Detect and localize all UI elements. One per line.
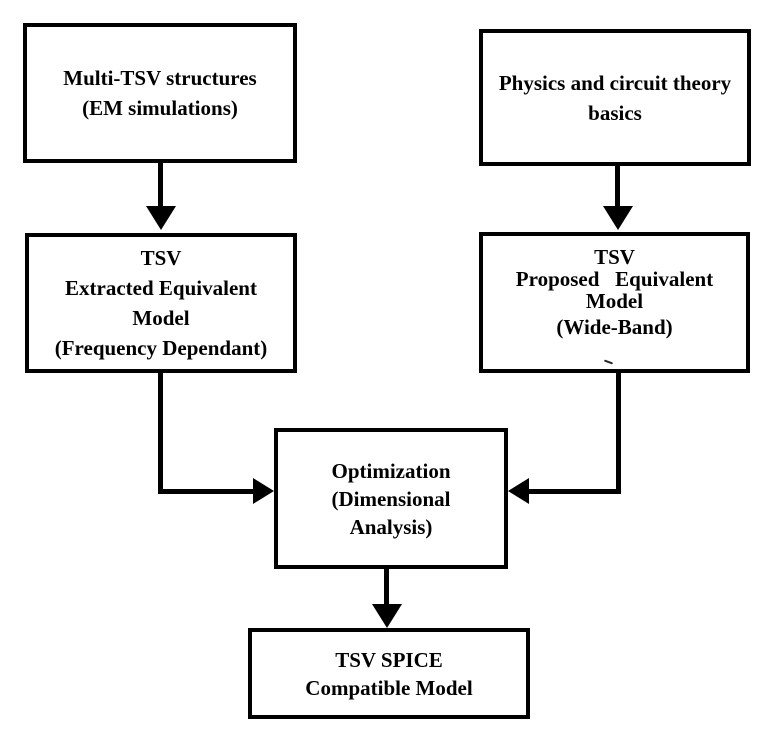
arrow-extracted-to-optimization-horizontal (158, 489, 254, 494)
node-physics-basics (479, 29, 751, 166)
node-tsv-proposed-model (479, 232, 750, 373)
node-label-line: (Dimensional (331, 486, 451, 511)
node-label-line: (Wide-Band) (556, 315, 673, 339)
node-optimization (274, 428, 508, 569)
node-label-line: Physics and circuit theory (498, 70, 732, 95)
arrow-down-icon (146, 206, 176, 230)
node-tsv-spice-model (248, 628, 530, 719)
arrow-multitsv-to-extracted-shaft (158, 163, 163, 208)
node-label-line: Proposed Equivalent (515, 267, 714, 291)
arrow-down-icon (372, 604, 402, 628)
node-label-line: basics (588, 100, 642, 125)
arrow-proposed-to-optimization-horizontal (529, 489, 621, 494)
node-label-line: TSV (594, 245, 635, 269)
node-label-line: Model (585, 289, 644, 313)
node-label-line: Extracted Equivalent (65, 276, 257, 300)
node-label-line: TSV SPICE (335, 647, 443, 672)
node-tsv-extracted-model (25, 233, 297, 373)
arrow-physics-to-proposed-shaft (615, 166, 620, 208)
arrow-down-icon (603, 206, 633, 230)
node-label-line: Compatible Model (305, 675, 473, 700)
arrow-optimization-to-spice-shaft (384, 569, 389, 607)
node-label-line: TSV (140, 246, 182, 270)
node-label-line: (EM simulations) (82, 96, 238, 120)
node-label-line: Analysis) (349, 514, 433, 539)
node-label-line: Multi-TSV structures (63, 66, 257, 90)
node-label-line: (Frequency Dependant) (54, 336, 268, 360)
arrow-left-icon (508, 478, 529, 504)
arrow-extracted-to-optimization-vertical (158, 373, 163, 494)
arrow-proposed-to-optimization-vertical (616, 373, 621, 494)
node-label-line: Optimization (331, 458, 451, 483)
arrow-right-icon (253, 478, 274, 504)
node-label-line: Model (132, 306, 190, 330)
node-multi-tsv-structures (23, 23, 297, 163)
